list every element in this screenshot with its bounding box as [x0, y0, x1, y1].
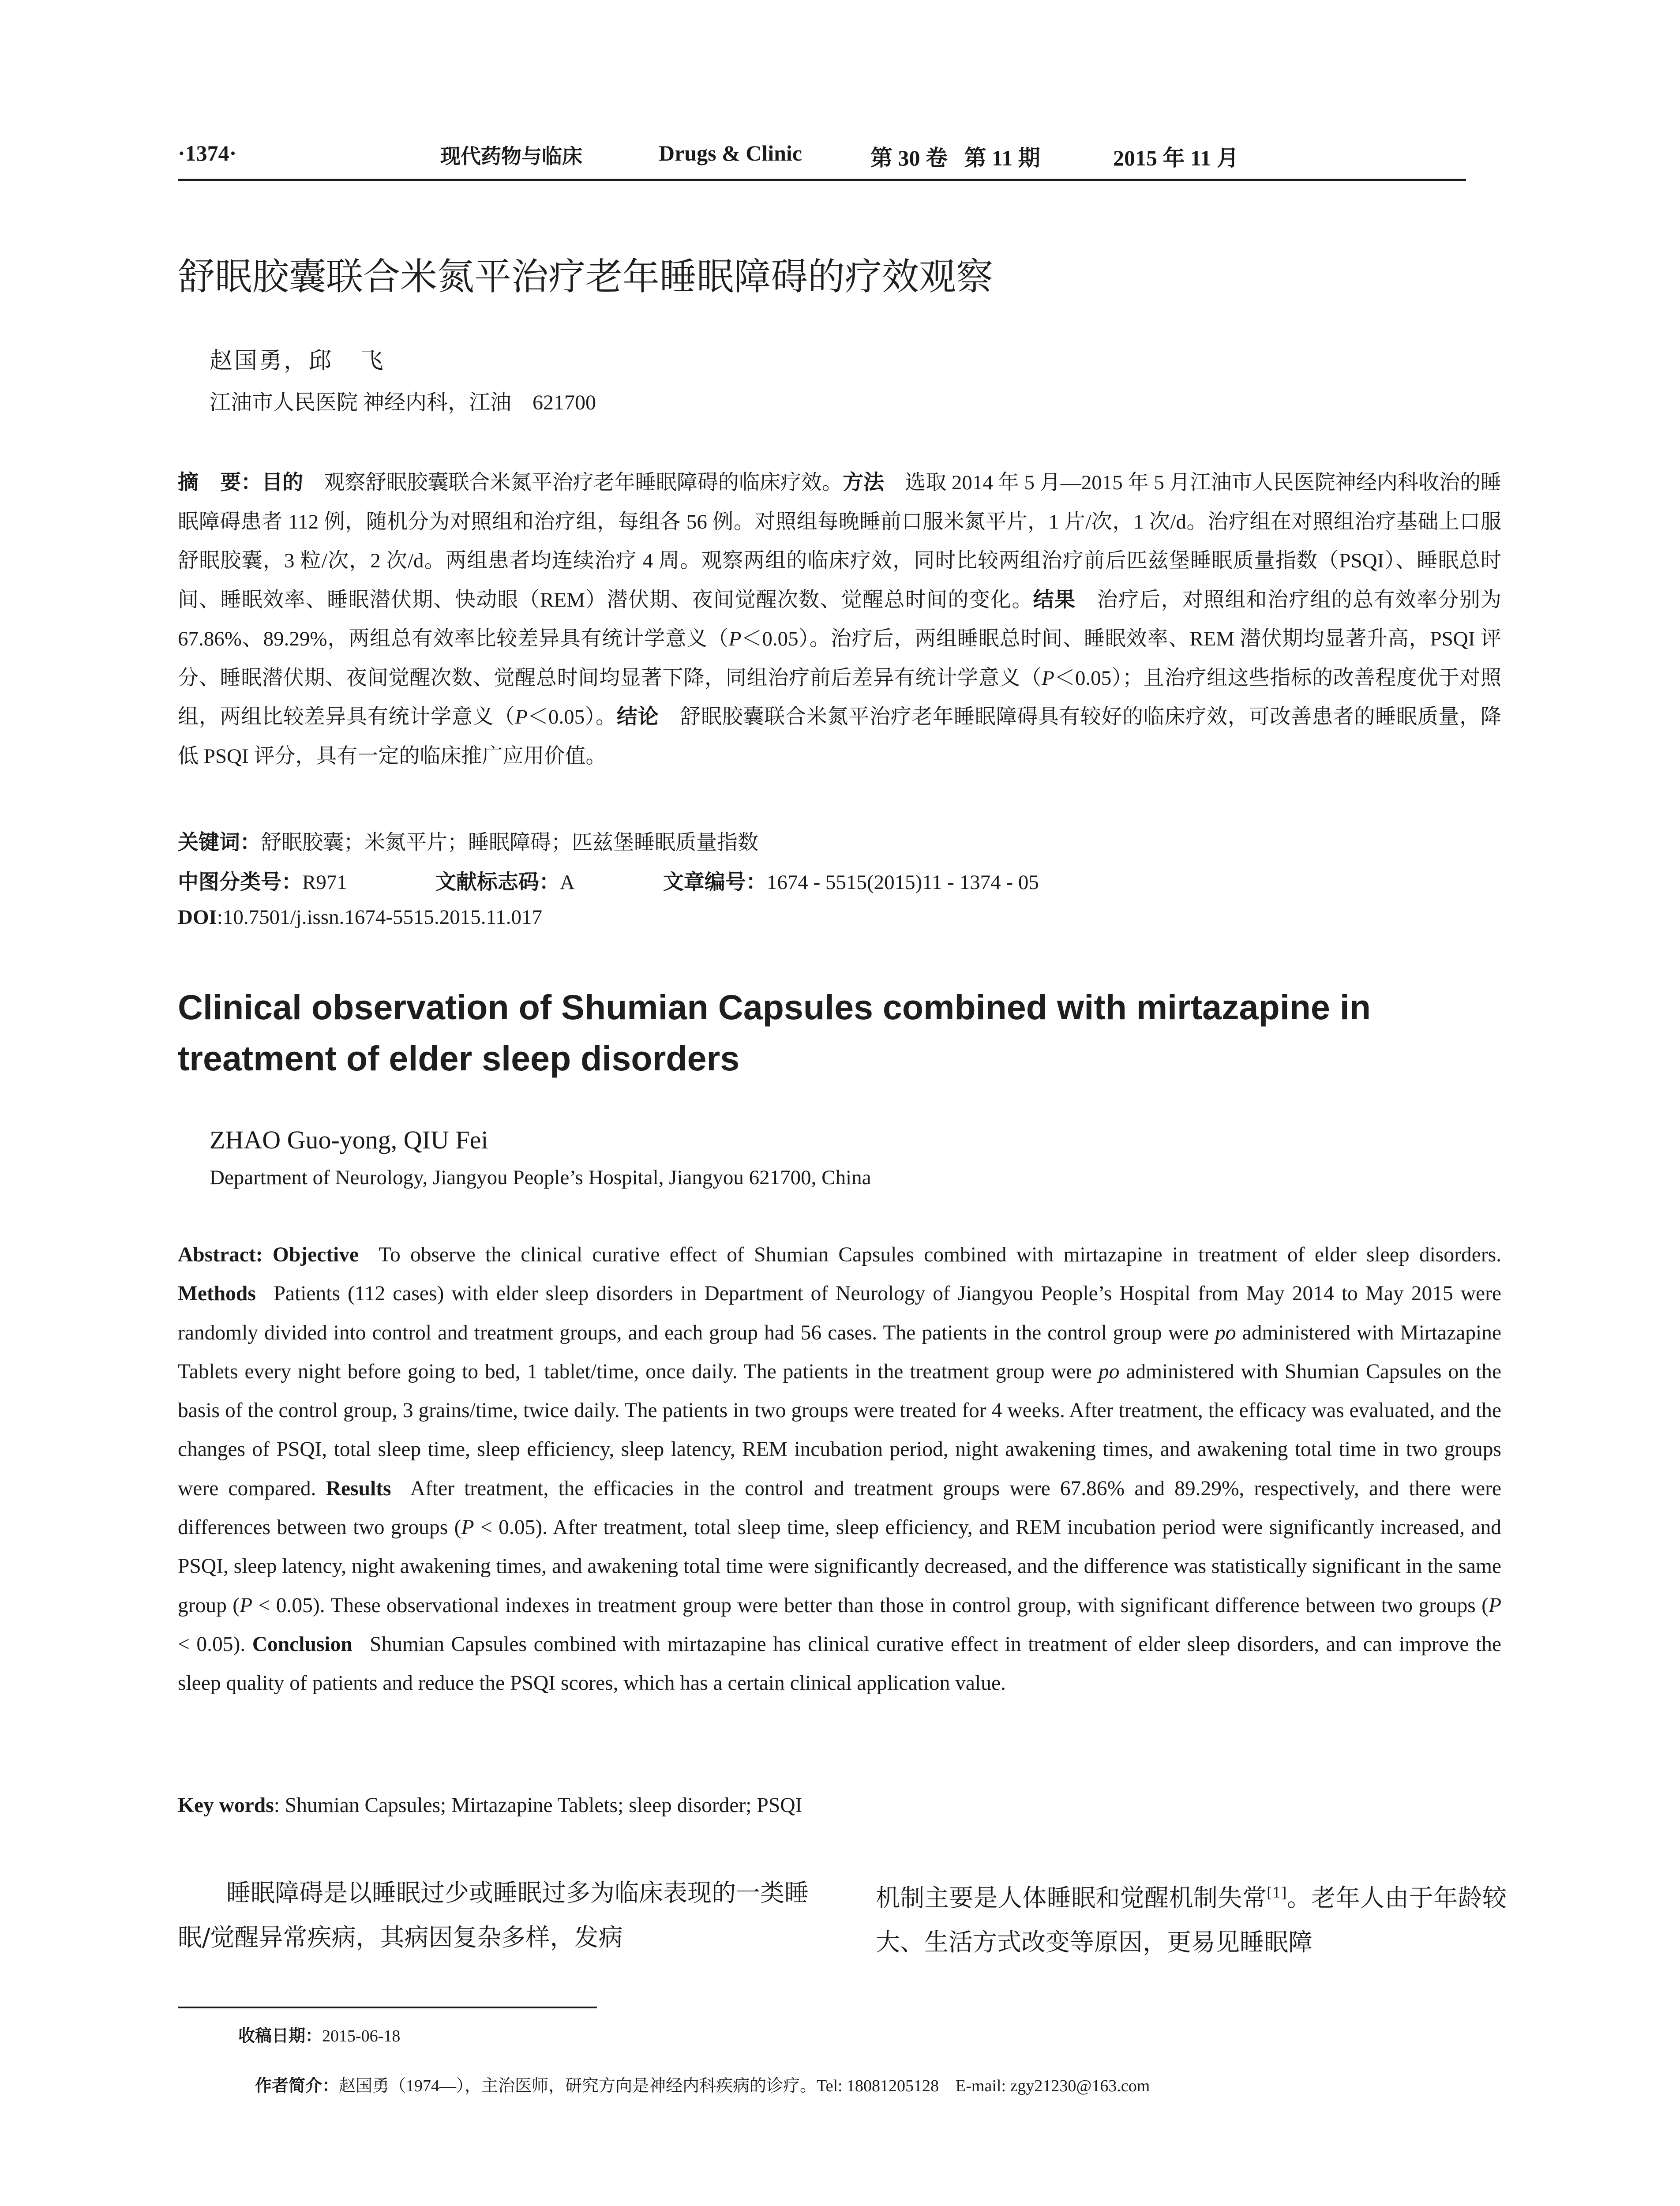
- p-symbol: P: [1042, 666, 1054, 690]
- author-bio-label: 作者简介：: [255, 2076, 339, 2095]
- doi-value[interactable]: :10.7501/j.issn.1674-5515.2015.11.017: [217, 906, 543, 929]
- body-text-right-2: 。老年人由于年龄较大、生活方式改变等原因，更易见睡眠障: [876, 1883, 1507, 1957]
- results-text-cn: 治疗后，对照组和治疗组的总有效率分别为 67.86%、89.29%，两组总有效率比较差异具有统计学意义（: [178, 588, 1501, 650]
- footnote-author: [238, 2052, 1150, 2116]
- doi-label: DOI: [178, 906, 217, 929]
- po-abbrev: po: [1215, 1321, 1236, 1344]
- body-column-right: [876, 1871, 1507, 1965]
- received-label: 收稿日期：: [238, 2026, 322, 2045]
- conclusion-text-cn: 舒眠胶囊联合米氮平治疗老年睡眠障碍具有较好的临床疗效，可改善患者的睡眠质量，降低 PSQI 评分，具有一定的临床推广应用价值。: [178, 705, 1502, 768]
- clc-label: 中图分类号：: [178, 870, 302, 894]
- results-text-en: After treatment, the efficacies in the control and treatment groups were 67.86% and 89.29%, respectively, and there were differences between two groups (: [178, 1477, 1501, 1539]
- journal-name-en: Drugs & Clinic: [659, 141, 802, 165]
- results-text-cn-3: ＜0.05）；且治疗组这些指标的改善程度优于对照组，两组比较差异具有统计学意义（: [178, 666, 1502, 728]
- body-column-left: 睡眠障碍是以睡眠过少或睡眠过多为临床表现的一类睡眠/觉醒异常疾病，其病因复杂多样，发病: [178, 1879, 809, 1951]
- objective-label-cn: 目的: [262, 470, 304, 495]
- reference-marker[interactable]: [1]: [1267, 1884, 1287, 1901]
- doc-code: A: [559, 871, 575, 894]
- results-label-en: Results: [326, 1477, 391, 1500]
- issue-date: 2015 年 11 月: [1113, 146, 1239, 170]
- body-text-right: 机制主要是人体睡眠和觉醒机制失常: [876, 1883, 1267, 1912]
- keywords-text-cn: 舒眠胶囊；米氮平片；睡眠障碍；匹兹堡睡眠质量指数: [261, 831, 758, 854]
- volume-issue: 第 30 卷 第 11 期: [870, 146, 1040, 170]
- author-bio: 赵国勇（1974—），主治医师，研究方向是神经内科疾病的诊疗。Tel: 18081205128 E-mail: zgy21230@163.com: [339, 2077, 1150, 2095]
- keywords-cn: [178, 826, 758, 855]
- abstract-label-en: Abstract:: [178, 1243, 263, 1266]
- objective-text-cn: 观察舒眠胶囊联合米氮平治疗老年睡眠障碍的临床疗效。: [324, 471, 843, 494]
- keywords-label-en: Key words: [178, 1794, 274, 1817]
- p-symbol: P: [1489, 1594, 1502, 1617]
- keywords-text-en: : Shumian Capsules; Mirtazapine Tablets; sleep disorder; PSQI: [274, 1794, 802, 1817]
- page-number: ·1374·: [178, 141, 237, 165]
- results-text-en-2: < 0.05). After treatment, total sleep time, sleep efficiency, and REM incubation period were significantly increased, and PSQI, sleep latency, night awakening times, and awakening total time were significantly decreased, and the difference was statistically significant in the same group (: [178, 1516, 1502, 1617]
- methods-text-en: Patients (112 cases) with elder sleep disorders in Department of Neurology of Jiangyou People’s Hospital from May 2014 to May 2015 were randomly divided into control and treatment groups, and each group had 56 cases. The patients in the control group were: [178, 1282, 1501, 1344]
- article-title-cn: 舒眠胶囊联合米氮平治疗老年睡眠障碍的疗效观察: [178, 255, 994, 298]
- results-label-cn: 结果: [1033, 587, 1076, 612]
- footnote-received: [238, 2022, 400, 2046]
- authors-cn: 赵国勇，邱 飞: [210, 348, 385, 374]
- results-text-cn-2: ＜0.05）。治疗后，两组睡眠总时间、睡眠效率、REM 潜伏期均显著升高，PSQI 评分、睡眠潜伏期、夜间觉醒次数、觉醒总时间均显著下降，同组治疗前后差异有统计学意义（: [178, 627, 1502, 690]
- methods-label-cn: 方法: [842, 470, 885, 495]
- clc-code: R971: [302, 871, 347, 894]
- conclusion-label-cn: 结论: [616, 705, 659, 729]
- results-text-en-3: < 0.05). These observational indexes in treatment group were better than those in control group, with significant difference between two groups (: [258, 1594, 1489, 1617]
- authors-en: ZHAO Guo-yong, QIU Fei: [210, 1126, 488, 1154]
- p-symbol: P: [461, 1516, 474, 1539]
- methods-text-en-2: administered with Mirtazapine Tablets every night before going to bed, 1 tablet/time, once daily. The patients in the treatment group were: [178, 1321, 1502, 1383]
- affiliation-en: Department of Neurology, Jiangyou People’s Hospital, Jiangyou 621700, China: [210, 1166, 871, 1189]
- keywords-label-cn: 关键词：: [178, 830, 261, 855]
- abstract-label-cn: 摘 要：: [178, 470, 262, 495]
- objective-text-en: To observe the clinical curative effect of Shumian Capsules combined with mirtazapine in treatment of elder sleep disorders.: [379, 1243, 1501, 1266]
- received-date: 2015-06-18: [322, 2027, 401, 2045]
- p-symbol: P: [728, 627, 742, 650]
- article-no-label: 文章编号：: [663, 870, 767, 894]
- results-text-en-4: < 0.05).: [178, 1632, 246, 1656]
- doc-code-label: 文献标志码：: [435, 870, 560, 894]
- footnote-rule: [178, 2007, 597, 2008]
- affiliation-cn: 江油市人民医院 神经内科，江油 621700: [210, 391, 596, 414]
- p-symbol: P: [515, 705, 528, 728]
- methods-text-en-3: administered with Shumian Capsules on the basis of the control group, 3 grains/time, twice daily. The patients in two groups were treated for 4 weeks. After treatment, the efficacy was evaluated, and the changes of PSQI, total sleep time, sleep efficiency, sleep latency, REM incubation period, night awakening times, and awakening total time in two groups were compared.: [178, 1360, 1502, 1500]
- abstract-cn: [178, 463, 1501, 776]
- running-header: [178, 140, 1466, 180]
- abstract-en: [178, 1235, 1501, 1703]
- doi-line: [178, 905, 542, 929]
- keywords-en: [178, 1793, 802, 1817]
- results-text-cn-4: ＜0.05）。: [527, 705, 617, 728]
- objective-label-en: Objective: [272, 1243, 359, 1266]
- article-number: 1674 - 5515(2015)11 - 1374 - 05: [766, 871, 1039, 894]
- methods-label-en: Methods: [178, 1282, 256, 1306]
- po-abbrev: po: [1098, 1360, 1120, 1383]
- article-title-en: Clinical observation of Shumian Capsules combined with mirtazapine in treatment of elder sleep disorders: [178, 987, 1371, 1078]
- journal-name-cn: 现代药物与临床: [440, 144, 582, 168]
- p-symbol: P: [240, 1594, 253, 1617]
- conclusion-text-en: Shumian Capsules combined with mirtazapine has clinical curative effect in treatment of elder sleep disorders, and can improve the sleep quality of patients and reduce the PSQI scores, which has a certain clinical application value.: [178, 1632, 1502, 1695]
- classification-line: [178, 866, 1039, 895]
- methods-text-cn: 选取 2014 年 5 月—2015 年 5 月江油市人民医院神经内科收治的睡眠障碍患者 112 例，随机分为对照组和治疗组，每组各 56 例。对照组每晚睡前口服米氮平片，1 片/次，1 次/d。治疗组在对照组治疗基础上口服舒眠胶囊，3 粒/次，2 次/d。两组患者均连续治疗 4 周。观察两组的临床疗效，同时比较两组治疗前后匹兹堡睡眠质量指数（PSQI）、睡眠总时间、睡眠效率、睡眠潜伏期、快动眼（REM）潜伏期、夜间觉醒次数、觉醒总时间的变化。: [178, 471, 1502, 612]
- header-rule: [178, 179, 1466, 181]
- conclusion-label-en: Conclusion: [252, 1632, 352, 1656]
